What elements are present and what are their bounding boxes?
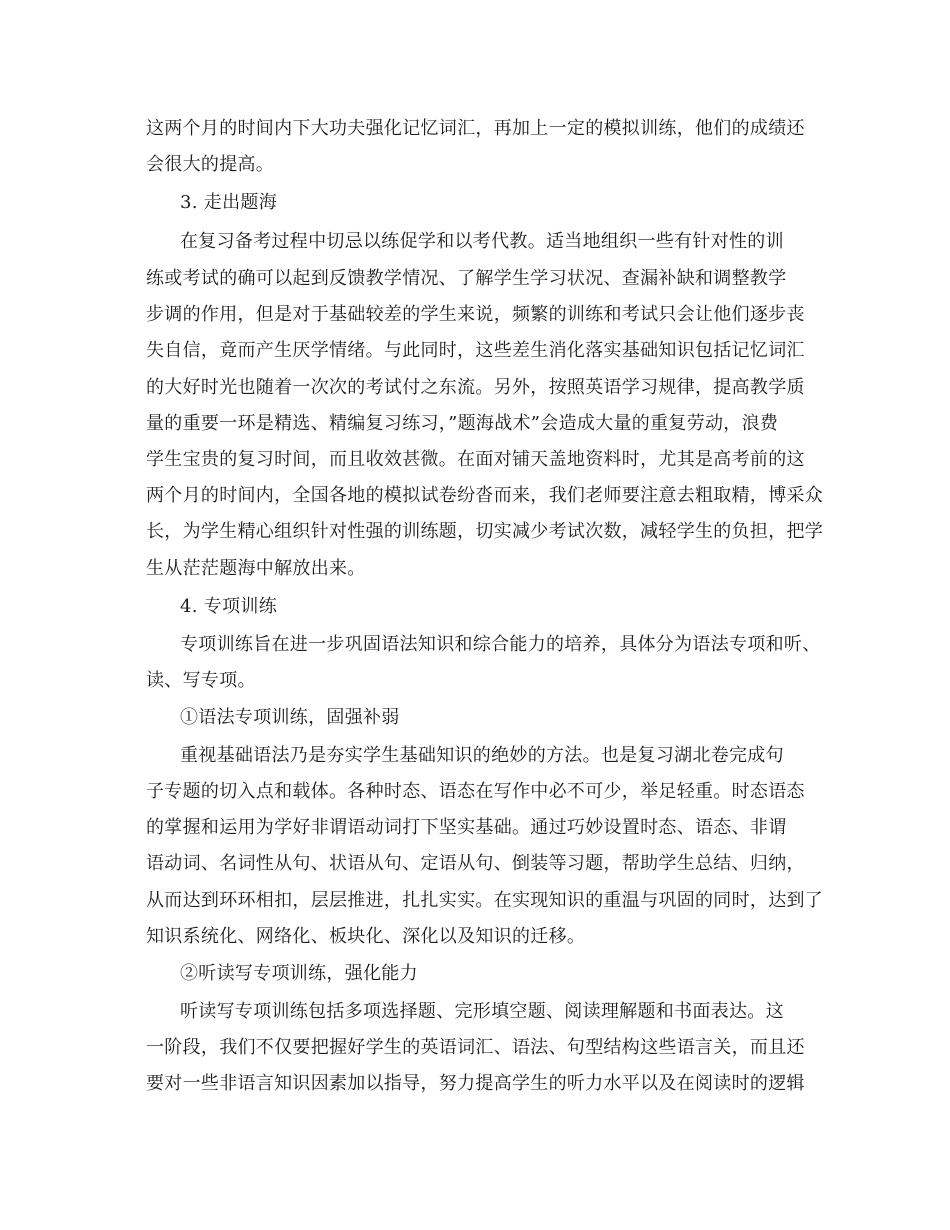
text-line: 重视基础语法乃是夯实学生基础知识的绝妙的方法。也是复习湖北卷完成句 bbox=[180, 745, 784, 766]
text-line: 在复习备考过程中切忌以练促学和以考代教。适当地组织一些有针对性的训 bbox=[180, 231, 784, 252]
text-line: 失自信，竟而产生厌学情绪。与此同时，这些差生消化落实基础知识包括记忆词汇 bbox=[146, 340, 805, 361]
text-line: 一阶段，我们不仅要把握好学生的英语词汇、语法、句型结构这些语言关，而且还 bbox=[146, 1037, 805, 1058]
text-line: 生从茫茫题海中解放出来。 bbox=[146, 558, 366, 579]
subsection-heading: ①语法专项训练，固强补弱 bbox=[180, 707, 400, 728]
text-line: 会很大的提高。 bbox=[146, 154, 275, 175]
text-line: 读、写专项。 bbox=[146, 670, 256, 691]
text-line: 练或考试的确可以起到反馈教学情况、了解学生学习状况、查漏补缺和调整教学 bbox=[146, 268, 787, 289]
subsection-heading: ②听读写专项训练，强化能力 bbox=[180, 963, 418, 984]
text-line: 要对一些非语言知识因素加以指导，努力提高学生的听力水平以及在阅读时的逻辑 bbox=[146, 1073, 805, 1094]
text-line: 的大好时光也随着一次次的考试付之东流。另外，按照英语学习规律，提高教学质 bbox=[146, 377, 805, 398]
text-line: 从而达到环环相扣，层层推进，扎扎实实。在实现知识的重温与巩固的同时，达到了 bbox=[146, 890, 824, 911]
text-line: 步调的作用，但是对于基础较差的学生来说，频繁的训练和考试只会让他们逐步丧 bbox=[146, 304, 805, 325]
text-line: 专项训练旨在进一步巩固语法知识和综合能力的培养，具体分为语法专项和听、 bbox=[180, 634, 821, 655]
text-line: 这两个月的时间内下大功夫强化记忆词汇，再加上一定的模拟训练，他们的成绩还 bbox=[146, 118, 805, 139]
text-line: 学生宝贵的复习时间，而且收效甚微。在面对铺天盖地资料时，尤其是高考前的这 bbox=[146, 449, 805, 470]
text-line: 的掌握和运用为学好非谓语动词打下坚实基础。通过巧妙设置时态、语态、非谓 bbox=[146, 817, 787, 838]
section-heading: 3. 走出题海 bbox=[180, 192, 277, 213]
text-line: 两个月的时间内，全国各地的模拟试卷纷沓而来，我们老师要注意去粗取精，博采众 bbox=[146, 485, 824, 506]
text-line: 听读写专项训练包括多项选择题、完形填空题、阅读理解题和书面表达。这 bbox=[180, 1001, 784, 1022]
text-line: 子专题的切入点和载体。各种时态、语态在写作中必不可少，举足轻重。时态语态 bbox=[146, 781, 805, 802]
text-line: 语动词、名词性从句、状语从句、定语从句、倒装等习题，帮助学生总结、归纳， bbox=[146, 853, 805, 874]
text-line: 知识系统化、网络化、板块化、深化以及知识的迁移。 bbox=[146, 926, 586, 947]
text-line: 量的重要一环是精选、精编复习练习，”题海战术”会造成大量的重复劳动，浪费 bbox=[146, 413, 779, 434]
text-line: 长，为学生精心组织针对性强的训练题，切实减少考试次数，减轻学生的负担，把学 bbox=[146, 521, 824, 542]
section-heading: 4. 专项训练 bbox=[180, 596, 277, 617]
